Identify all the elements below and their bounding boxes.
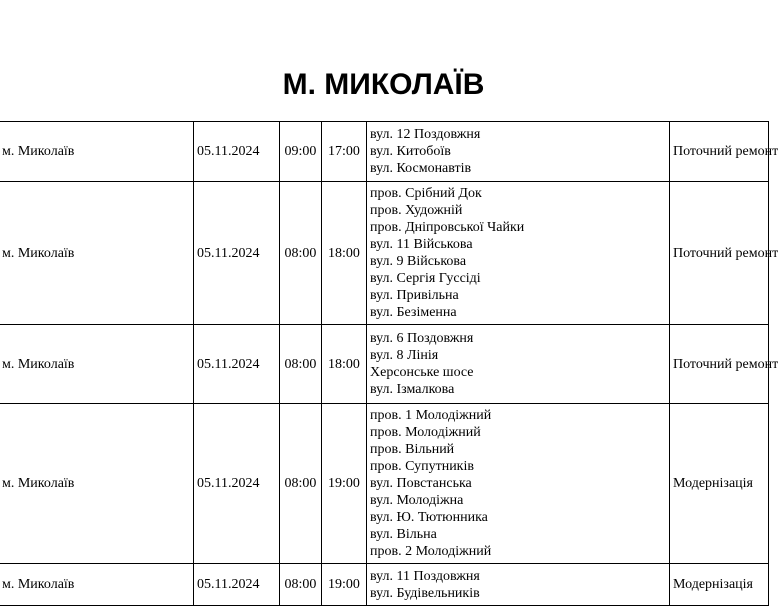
start-time-cell: 08:00	[280, 325, 322, 404]
street-item: пров. Супутників	[370, 459, 474, 474]
street-item: пров. Срібний Док	[370, 186, 482, 201]
street-item: вул. Китобоїв	[370, 144, 451, 159]
date-cell: 05.11.2024	[194, 122, 280, 182]
work-type-cell: Поточний ремонт	[670, 325, 769, 404]
city-cell: м. Миколаїв	[0, 182, 194, 325]
start-time-cell: 08:00	[280, 564, 322, 606]
street-item: пров. Дніпровської Чайки	[370, 220, 525, 235]
streets-cell	[367, 122, 670, 182]
street-item: вул. 8 Лінія	[370, 348, 439, 363]
date-cell: 05.11.2024	[194, 564, 280, 606]
start-time-cell: 08:00	[280, 182, 322, 325]
date-cell: 05.11.2024	[194, 325, 280, 404]
streets-cell	[367, 564, 670, 606]
street-item: вул. Молодіжна	[370, 493, 464, 508]
city-cell: м. Миколаїв	[0, 122, 194, 182]
start-time-cell: 08:00	[280, 404, 322, 564]
date-cell: 05.11.2024	[194, 182, 280, 325]
page-title: М. МИКОЛАЇВ	[282, 68, 485, 101]
work-type-cell: Поточний ремонт	[670, 182, 769, 325]
street-item: вул. 12 Поздовжня	[370, 127, 481, 142]
end-time-cell: 19:00	[322, 564, 367, 606]
streets-cell	[367, 182, 670, 325]
work-type-cell: Модернізація	[670, 404, 769, 564]
work-type-cell: Модернізація	[670, 564, 769, 606]
table-row	[0, 182, 769, 325]
street-item: вул. Безіменна	[370, 305, 457, 320]
table-row	[0, 325, 769, 404]
street-item: вул. Космонавтів	[370, 161, 472, 176]
city-cell: м. Миколаїв	[0, 404, 194, 564]
table-row	[0, 564, 769, 606]
end-time-cell: 18:00	[322, 325, 367, 404]
street-item: вул. Повстанська	[370, 476, 472, 491]
street-item: вул. Привільна	[370, 288, 459, 303]
outage-schedule-table	[0, 121, 778, 606]
streets-cell	[367, 325, 670, 404]
street-item: вул. 9 Військова	[370, 254, 467, 269]
city-cell: м. Миколаїв	[0, 325, 194, 404]
work-type-cell: Поточний ремонт	[670, 122, 769, 182]
street-item: вул. 11 Військова	[370, 237, 473, 252]
street-item: вул. Ю. Тютюнника	[370, 510, 488, 525]
street-item: пров. Молодіжний	[370, 425, 481, 440]
street-item: вул. 6 Поздовжня	[370, 331, 474, 346]
street-item: вул. Сергія Гуссіді	[370, 271, 481, 286]
table-row	[0, 404, 769, 564]
end-time-cell: 19:00	[322, 404, 367, 564]
street-item: пров. Художній	[370, 203, 463, 218]
start-time-cell: 09:00	[280, 122, 322, 182]
street-item: пров. 2 Молодіжний	[370, 544, 492, 559]
street-item: пров. Вільний	[370, 442, 455, 457]
city-cell: м. Миколаїв	[0, 564, 194, 606]
end-time-cell: 17:00	[322, 122, 367, 182]
street-item: вул. 11 Поздовжня	[370, 568, 480, 584]
street-item: пров. 1 Молодіжний	[370, 408, 492, 423]
end-time-cell: 18:00	[322, 182, 367, 325]
date-cell: 05.11.2024	[194, 404, 280, 564]
street-item: Херсонське шосе	[370, 365, 474, 380]
table-row	[0, 122, 769, 182]
street-item: вул. Будівельників	[370, 585, 480, 601]
street-item: вул. Ізмалкова	[370, 382, 455, 397]
streets-cell	[367, 404, 670, 564]
street-item: вул. Вільна	[370, 527, 437, 542]
